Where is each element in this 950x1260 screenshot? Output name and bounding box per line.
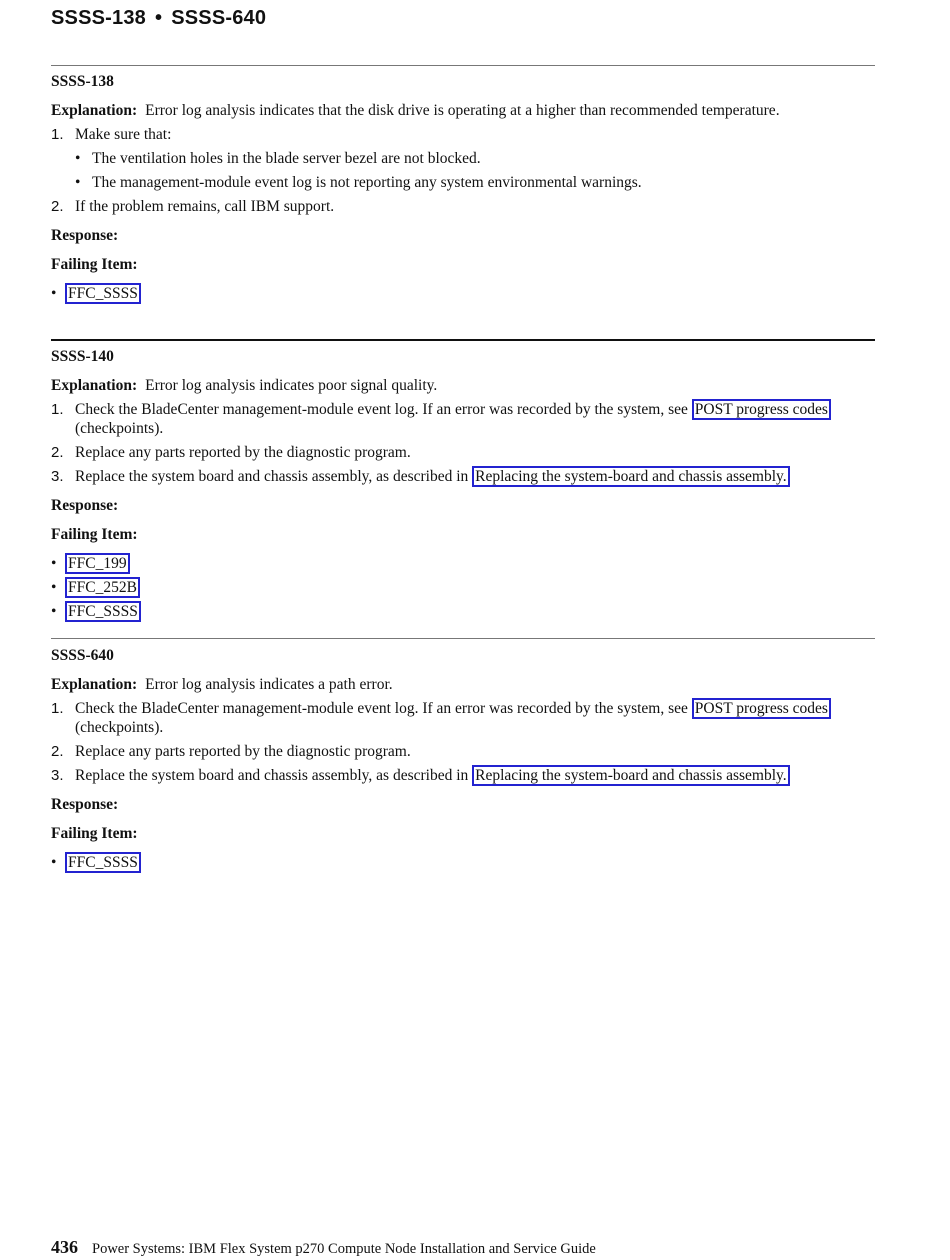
- step-2: [51, 443, 877, 462]
- explanation: [51, 376, 877, 395]
- sub-item: [75, 149, 877, 168]
- failing-item: [51, 284, 877, 303]
- explanation-label: Explanation:: [51, 102, 138, 119]
- page-header: [51, 7, 266, 30]
- header-left-code: SSSS-138: [51, 7, 146, 29]
- failing-item-label: Failing Item:: [51, 256, 138, 273]
- failing-item-link[interactable]: FFC_199: [65, 553, 130, 574]
- explanation-label: Explanation:: [51, 377, 138, 394]
- replacing-system-board-link[interactable]: Replacing the system-board and chassis assembly.: [472, 765, 790, 786]
- error-entry-ssss-140: [51, 347, 877, 626]
- explanation: [51, 101, 877, 120]
- failing-item-link[interactable]: FFC_SSSS: [65, 852, 141, 873]
- step-number: 2.: [51, 743, 64, 760]
- sub-item-text: The ventilation holes in the blade server bezel are not blocked.: [92, 150, 481, 167]
- failing-item: [51, 554, 877, 573]
- failing-item-link[interactable]: FFC_SSSS: [65, 601, 141, 622]
- header-right-code: SSSS-640: [171, 7, 267, 29]
- explanation-text: Error log analysis indicates that the disk drive is operating at a higher than recommended temperature.: [145, 102, 780, 119]
- step-1: [51, 400, 877, 438]
- explanation-text: Error log analysis indicates poor signal quality.: [145, 377, 438, 394]
- replacing-system-board-link[interactable]: Replacing the system-board and chassis assembly.: [472, 466, 790, 487]
- bullet-icon: •: [51, 854, 57, 871]
- response-label: Response:: [51, 796, 119, 813]
- failing-item-link[interactable]: FFC_SSSS: [65, 283, 141, 304]
- error-code: SSSS-138: [51, 73, 114, 90]
- step-text: Replace any parts reported by the diagnostic program.: [75, 444, 411, 461]
- failing-item-label: Failing Item:: [51, 825, 138, 842]
- error-code: SSSS-140: [51, 348, 114, 365]
- step-number: 3.: [51, 767, 64, 784]
- step-text: Check the BladeCenter management-module event log. If an error was recorded by the system, see: [75, 700, 692, 717]
- bullet-icon: •: [75, 150, 81, 167]
- response-label: Response:: [51, 497, 119, 514]
- step-text: If the problem remains, call IBM support.: [75, 198, 335, 215]
- section-divider: [51, 65, 875, 66]
- steps-list: [51, 400, 877, 486]
- failing-items: [51, 284, 877, 303]
- explanation-text: Error log analysis indicates a path error.: [145, 676, 393, 693]
- step-text-suffix: (checkpoints).: [75, 420, 164, 437]
- error-code: SSSS-640: [51, 647, 114, 664]
- post-progress-codes-link[interactable]: POST progress codes: [692, 399, 831, 420]
- step-text: Replace any parts reported by the diagnostic program.: [75, 743, 411, 760]
- step-2: [51, 197, 877, 216]
- bullet-icon: •: [51, 285, 57, 302]
- section-divider: [51, 339, 875, 341]
- step-1: [51, 699, 877, 737]
- sub-item: [75, 173, 877, 192]
- step-1: [51, 125, 877, 192]
- step-text: Replace the system board and chassis assembly, as described in: [75, 468, 473, 485]
- error-entry-ssss-138: [51, 72, 877, 308]
- step-text: Make sure that:: [75, 126, 172, 143]
- bullet-icon: •: [51, 579, 57, 596]
- failing-item: [51, 853, 877, 872]
- step-number: 2.: [51, 198, 64, 215]
- step-2: [51, 742, 877, 761]
- failing-item: [51, 602, 877, 621]
- failing-item-label: Failing Item:: [51, 526, 138, 543]
- bullet-icon: •: [51, 603, 57, 620]
- section-divider: [51, 638, 875, 639]
- sub-list: [75, 149, 877, 192]
- step-number: 1.: [51, 700, 64, 717]
- bullet-icon: •: [75, 174, 81, 191]
- step-text: Replace the system board and chassis assembly, as described in: [75, 767, 473, 784]
- explanation: [51, 675, 877, 694]
- step-3: [51, 766, 877, 785]
- step-number: 3.: [51, 468, 64, 485]
- bullet-icon: •: [51, 555, 57, 572]
- failing-item-link[interactable]: FFC_252B: [65, 577, 140, 598]
- page-number: 436: [51, 1237, 78, 1257]
- footer-title: Power Systems: IBM Flex System p270 Compute Node Installation and Service Guide: [92, 1241, 596, 1257]
- step-text-suffix: (checkpoints).: [75, 719, 164, 736]
- failing-item: [51, 578, 877, 597]
- header-separator: •: [155, 7, 163, 29]
- step-number: 1.: [51, 401, 64, 418]
- post-progress-codes-link[interactable]: POST progress codes: [692, 698, 831, 719]
- step-3: [51, 467, 877, 486]
- step-number: 2.: [51, 444, 64, 461]
- page-footer: [51, 1237, 596, 1258]
- failing-items: [51, 853, 877, 872]
- error-entry-ssss-640: [51, 646, 877, 877]
- failing-items: [51, 554, 877, 621]
- step-text: Check the BladeCenter management-module event log. If an error was recorded by the system, see: [75, 401, 692, 418]
- explanation-label: Explanation:: [51, 676, 138, 693]
- steps-list: [51, 699, 877, 785]
- sub-item-text: The management-module event log is not reporting any system environmental warnings.: [92, 174, 642, 191]
- response-label: Response:: [51, 227, 119, 244]
- steps-list: [51, 125, 877, 216]
- step-number: 1.: [51, 126, 64, 143]
